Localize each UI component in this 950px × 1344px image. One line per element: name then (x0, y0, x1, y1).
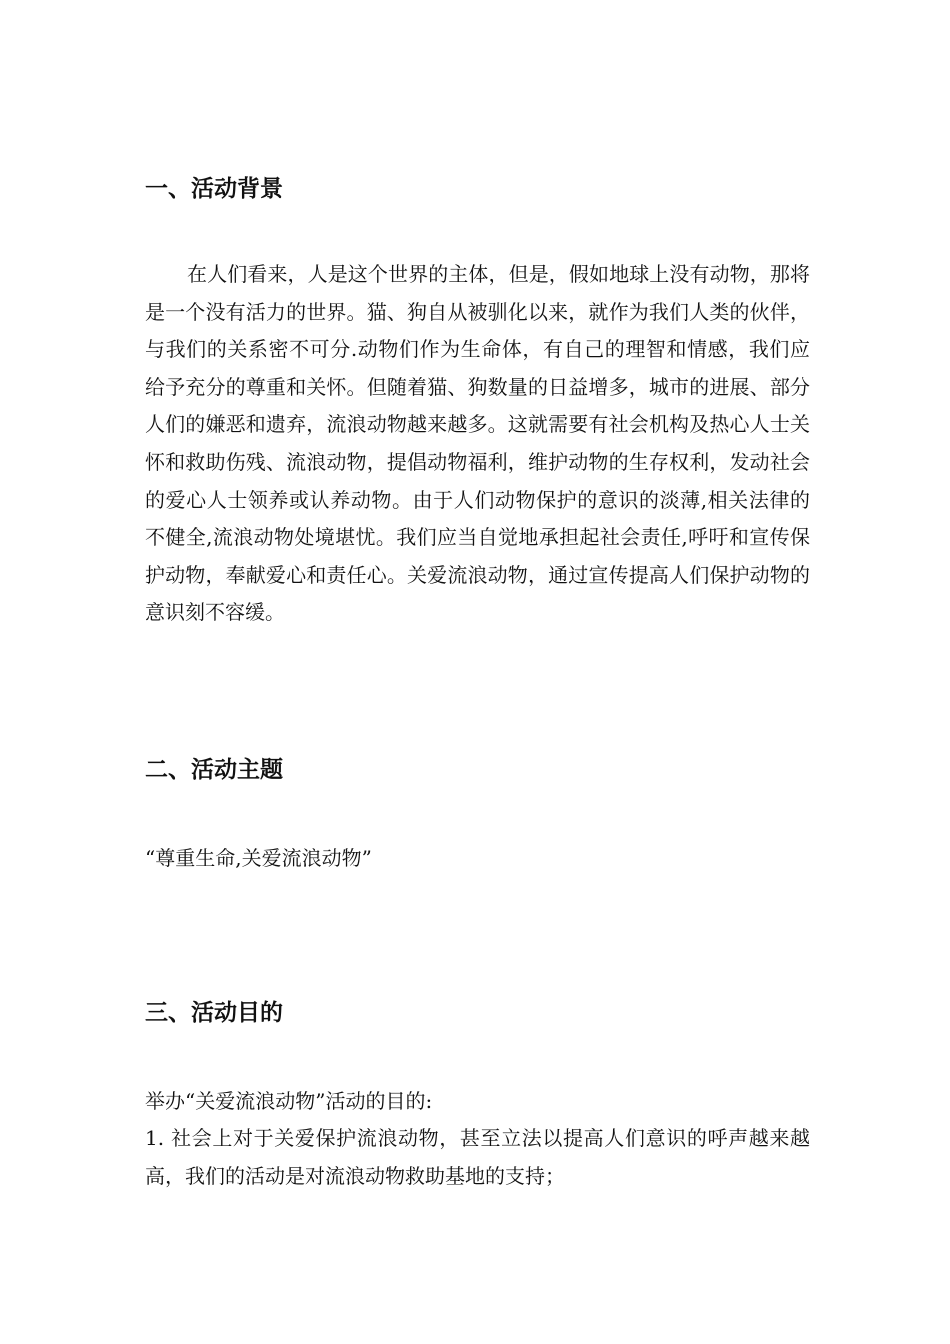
section-heading-background: 一、活动背景 (145, 176, 283, 202)
theme-text: “尊重生命,关爱流浪动物” (145, 846, 372, 870)
background-paragraph: 在人们看来，人是这个世界的主体，但是，假如地球上没有动物，那将是一个没有活力的世界。猫、狗自从被驯化以来，就作为我们人类的伙伴，与我们的关系密不可分.动物们作为生命体，有自己的理智和情感，我们应给予充分的尊重和关怀。但随着猫、狗数量的日益增多，城市的进展、部分人们的嫌恶和遗弃，流浪动物越来越多。这就需要有社会机构及热心人士关怀和救助伤残、流浪动物，提倡动物福利，维护动物的生存权利，发动社会的爱心人士领养或认养动物。由于人们动物保护的意识的淡薄,相关法律的不健全,流浪动物处境堪忧。我们应当自觉地承担起社会责任,呼吁和宣传保护动物，奉献爱心和责任心。关爱流浪动物，通过宣传提高人们保护动物的意识刻不容缓。 (145, 262, 810, 625)
section-heading-theme: 二、活动主题 (145, 757, 283, 783)
purpose-intro: 举办“关爱流浪动物”活动的目的: (145, 1089, 433, 1113)
purpose-item-1: 1. 社会上对于关爱保护流浪动物，甚至立法以提高人们意识的呼声越来越高，我们的活动是对流浪动物救助基地的支持； (145, 1126, 810, 1188)
section-heading-purpose: 三、活动目的 (145, 1000, 283, 1026)
